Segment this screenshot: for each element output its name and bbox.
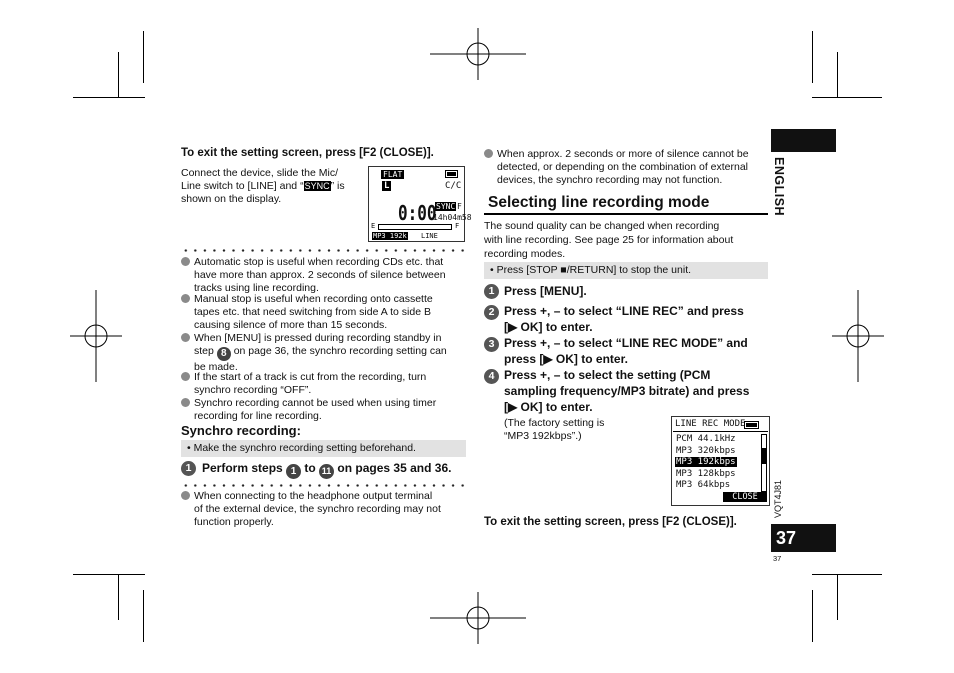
menu-option[interactable]: MP3 192kbps (676, 457, 736, 467)
battery-icon (445, 170, 458, 178)
step-text: Press +, – to select the setting (PCM sampling frequency/MP3 bitrate) and press [▶ OK] to enter. (504, 368, 750, 414)
model-code: VQT4J81 (773, 479, 783, 518)
list-item: Synchro recording cannot be used when using timer recording for line recording. (194, 397, 437, 422)
step-number: 2 (484, 305, 499, 320)
stop-note: • Press [STOP ■/RETURN] to stop the unit. (484, 262, 768, 279)
title-underline (484, 213, 768, 215)
cc-indicator: C/C (445, 181, 462, 191)
remaining-time: 14h04m58 (433, 213, 472, 222)
factory-note: (The factory setting is “MP3 192kbps”.) (504, 417, 605, 442)
menu-title: LINE REC MODE (675, 419, 746, 429)
close-button[interactable]: CLOSE (723, 492, 767, 502)
scrollbar[interactable] (761, 434, 767, 492)
dotted-divider (181, 249, 469, 252)
mode-label: LINE (421, 232, 438, 240)
menu-option[interactable]: PCM 44.1kHz (676, 434, 736, 444)
flat-badge: FLAT (383, 170, 403, 179)
bullet-icon (181, 372, 190, 381)
step-number: 4 (484, 369, 499, 384)
bullet-icon (484, 149, 493, 158)
step-number: 1 (484, 284, 499, 299)
language-tab-bar (771, 129, 836, 152)
bullet-icon (181, 333, 190, 342)
registration-mark-top (430, 28, 526, 80)
bullet-icon (181, 257, 190, 266)
line-rec-mode-display (671, 416, 770, 506)
channel-indicator: L (384, 181, 390, 191)
step-number: 1 (181, 461, 196, 476)
time-counter: 0:00 (398, 201, 437, 225)
section-title: Selecting line recording mode (488, 194, 710, 211)
language-label-wrap (770, 158, 788, 224)
list-item: Automatic stop is useful when recording CDs etc. that have more than approx. 2 seconds of silence between tracks using line recording. (194, 256, 446, 294)
menu-option[interactable]: MP3 320kbps (676, 445, 736, 456)
sync-badge: SYNC (436, 202, 456, 211)
format-badge: MP3 192k (373, 232, 407, 240)
recorder-display: FLAT L C/C SYNC F 0:00 14h04m58 E F MP3 192k LINE (368, 166, 465, 242)
connect-instructions: Connect the device, slide the Mic/ Line switch to [LINE] and “SYNC” is shown on the display. (181, 167, 345, 205)
level-meter (378, 224, 452, 230)
headphone-note: When connecting to the headphone output terminal of the external device, the synchro recording may not function properly. (194, 490, 441, 528)
list-item: When [MENU] is pressed during recording standby in step 8 on page 36, the synchro recording setting can be made. (194, 332, 447, 373)
section-intro: The sound quality can be changed when recording with line recording. See page 25 for information about recording modes. (484, 220, 734, 260)
step-text: Press +, – to select “LINE REC MODE” and press [▶ OK] to enter. (504, 336, 748, 366)
registration-mark-right (832, 290, 884, 382)
list-item: If the start of a track is cut from the recording, turn synchro recording “OFF”. (194, 371, 427, 396)
bullet-icon (181, 398, 190, 407)
battery-icon (744, 421, 759, 429)
step-text: Press [MENU]. (504, 284, 587, 298)
exit-heading-left: To exit the setting screen, press [F2 (CLOSE)]. (181, 147, 434, 159)
step-number: 3 (484, 337, 499, 352)
synchro-heading: Synchro recording: (181, 423, 301, 438)
bullet-icon (181, 294, 190, 303)
registration-mark-bottom (430, 592, 526, 644)
page-number-small: 37 (773, 554, 782, 563)
exit-heading-right: To exit the setting screen, press [F2 (CLOSE)]. (484, 516, 737, 528)
model-code-wrap (771, 470, 785, 520)
menu-option[interactable]: MP3 64kbps (676, 480, 731, 490)
silence-note: When approx. 2 seconds or more of silence cannot be detected, or depending on the combination of external devices, the synchro recording may not function. (497, 148, 749, 186)
step-text: Press +, – to select “LINE REC” and press [▶ OK] to enter. (504, 304, 744, 334)
registration-mark-left (70, 290, 122, 382)
dotted-divider (181, 484, 469, 487)
menu-option[interactable]: MP3 128kbps (676, 468, 736, 479)
page-number: 37 (771, 524, 836, 552)
synchro-note: • Make the synchro recording setting beforehand. (181, 440, 466, 457)
perform-steps: Perform steps 1 to 11 on pages 35 and 36. (202, 461, 452, 477)
language-label: ENGLISH (772, 157, 786, 217)
list-item: Manual stop is useful when recording onto cassette tapes etc. that need switching from side A to side B causing silence of more than 15 seconds. (194, 293, 433, 331)
bullet-icon (181, 491, 190, 500)
